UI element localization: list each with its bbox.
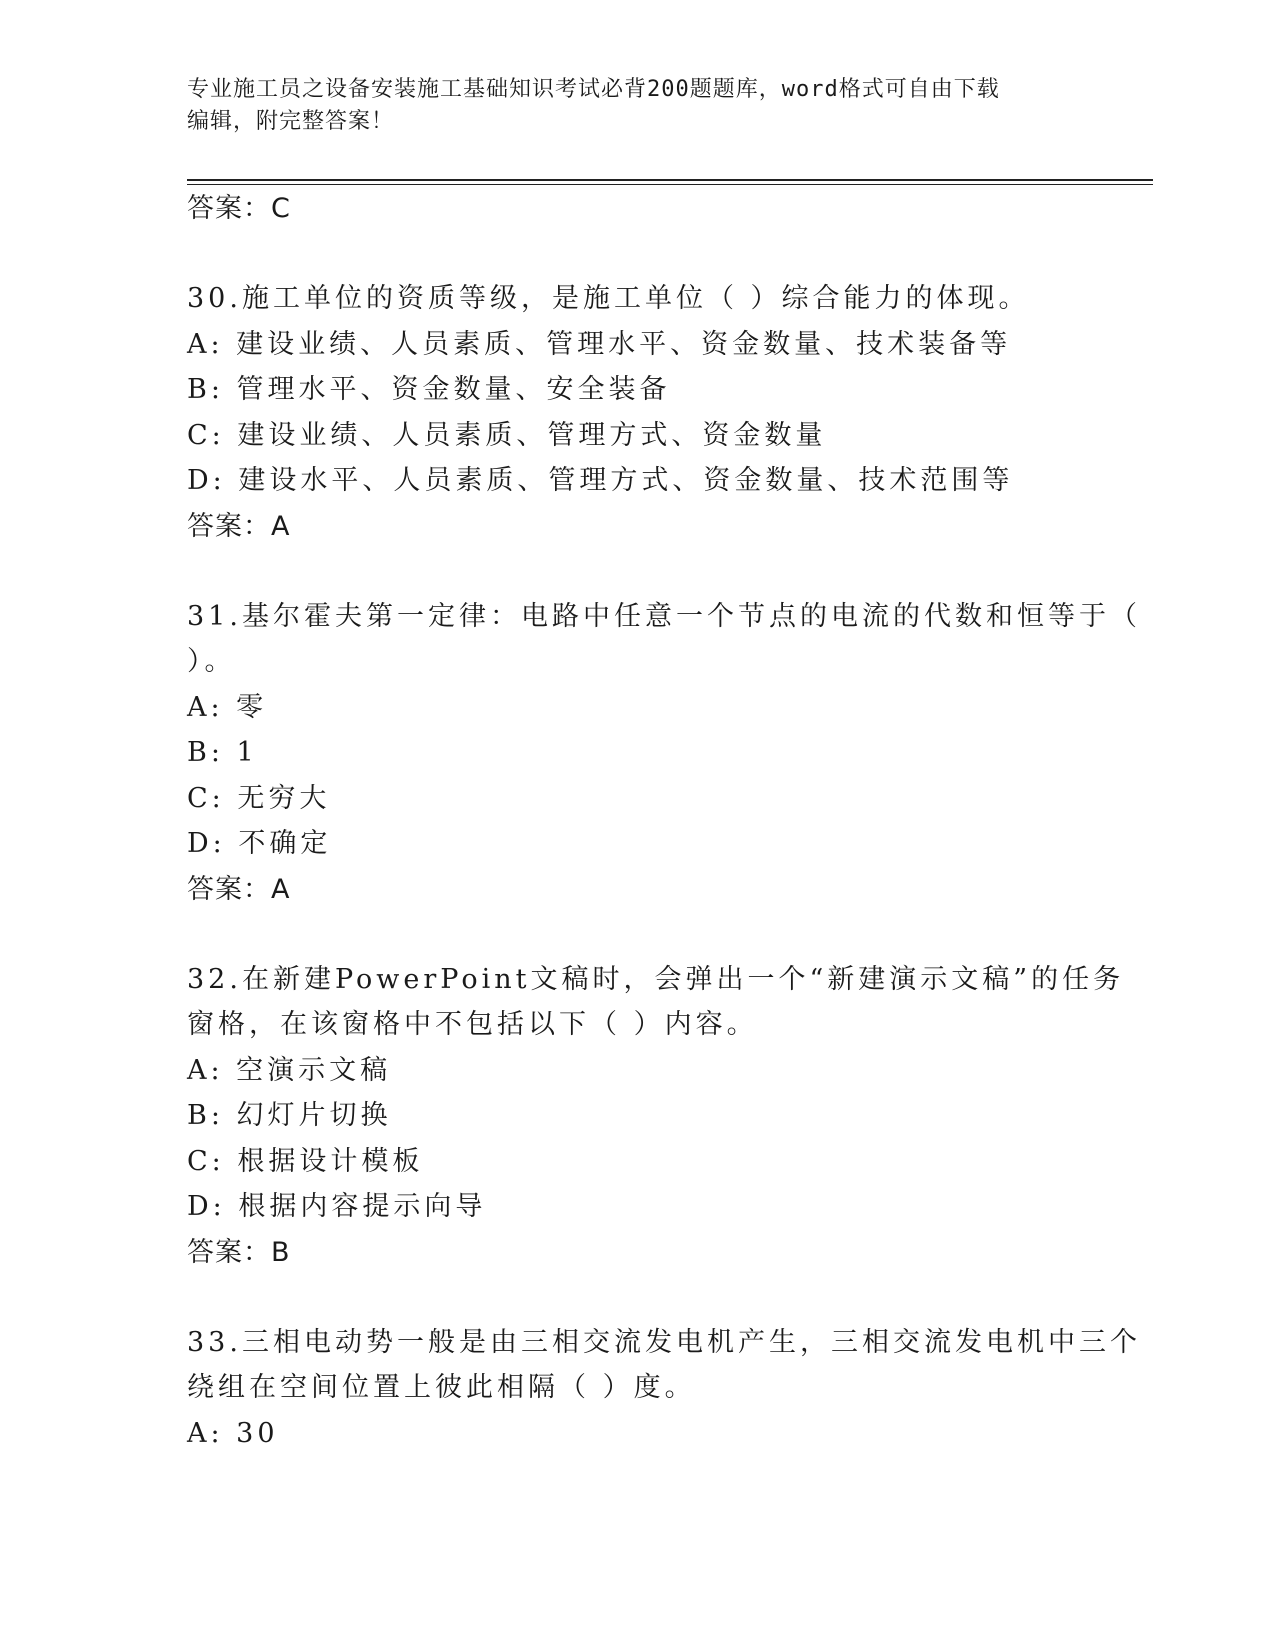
option-a: A: 建设业绩、人员素质、管理水平、资金数量、技术装备等 [187, 328, 1012, 360]
answer-label: 答案： [187, 873, 271, 905]
option-a: A: 空演示文稿 [187, 1054, 392, 1086]
option-a: A: 30 [187, 1417, 279, 1449]
answer-value: B [271, 1236, 291, 1268]
option-d: D: 根据内容提示向导 [187, 1191, 487, 1222]
answer-label: 答案： [187, 193, 271, 224]
header-rule-thin [187, 184, 1153, 185]
header-title-line-2: 编辑，附完整答案！ [187, 109, 395, 134]
question-text-continued: ）。 [187, 646, 236, 677]
answer-value: A [271, 873, 291, 905]
option-a: A: 零 [187, 691, 268, 723]
question-text: 30.施工单位的资质等级，是施工单位（ ）综合能力的体现。 [187, 283, 1030, 314]
document-header [187, 74, 1087, 138]
question-text: 31.基尔霍夫第一定律：电路中任意一个节点的电流的代数和恒等于（ [187, 600, 1141, 632]
option-c: C: 建设业绩、人员素质、管理方式、资金数量 [187, 419, 827, 451]
answer-line [187, 867, 1087, 912]
spacer [187, 912, 1087, 957]
option-c: C: 根据设计模板 [187, 1145, 424, 1177]
question-text-continued: 绕组在空间位置上彼此相隔（ ）度。 [187, 1372, 696, 1403]
answer-label: 答案： [187, 1236, 271, 1268]
option-d: D: 建设水平、人员素质、管理方式、资金数量、技术范围等 [187, 465, 1014, 496]
option-b: B: 1 [187, 737, 258, 768]
answer-value: A [271, 510, 291, 542]
answer-line [187, 186, 1087, 231]
option-b: B: 幻灯片切换 [187, 1100, 392, 1131]
answer-line [187, 504, 1087, 549]
option-b: B: 管理水平、资金数量、安全装备 [187, 374, 671, 405]
question-text-continued: 窗格，在该窗格中不包括以下（ ）内容。 [187, 1009, 758, 1040]
question-content [187, 186, 1141, 1456]
option-c: C: 无穷大 [187, 782, 331, 814]
question-text: 32.在新建PowerPoint文稿时，会弹出一个“新建演示文稿”的任务 [187, 963, 1125, 995]
header-title-line-1: 专业施工员之设备安装施工基础知识考试必背200题题库，word格式可自由下载 [187, 77, 1000, 102]
spacer [187, 549, 1087, 594]
answer-value: C [271, 193, 291, 224]
spacer [187, 231, 1087, 276]
answer-label: 答案： [187, 510, 271, 542]
header-rule-thick [187, 179, 1153, 181]
option-d: D: 不确定 [187, 828, 332, 859]
question-text: 33.三相电动势一般是由三相交流发电机产生，三相交流发电机中三个 [187, 1326, 1141, 1358]
spacer [187, 1275, 1087, 1320]
answer-line [187, 1230, 1087, 1275]
